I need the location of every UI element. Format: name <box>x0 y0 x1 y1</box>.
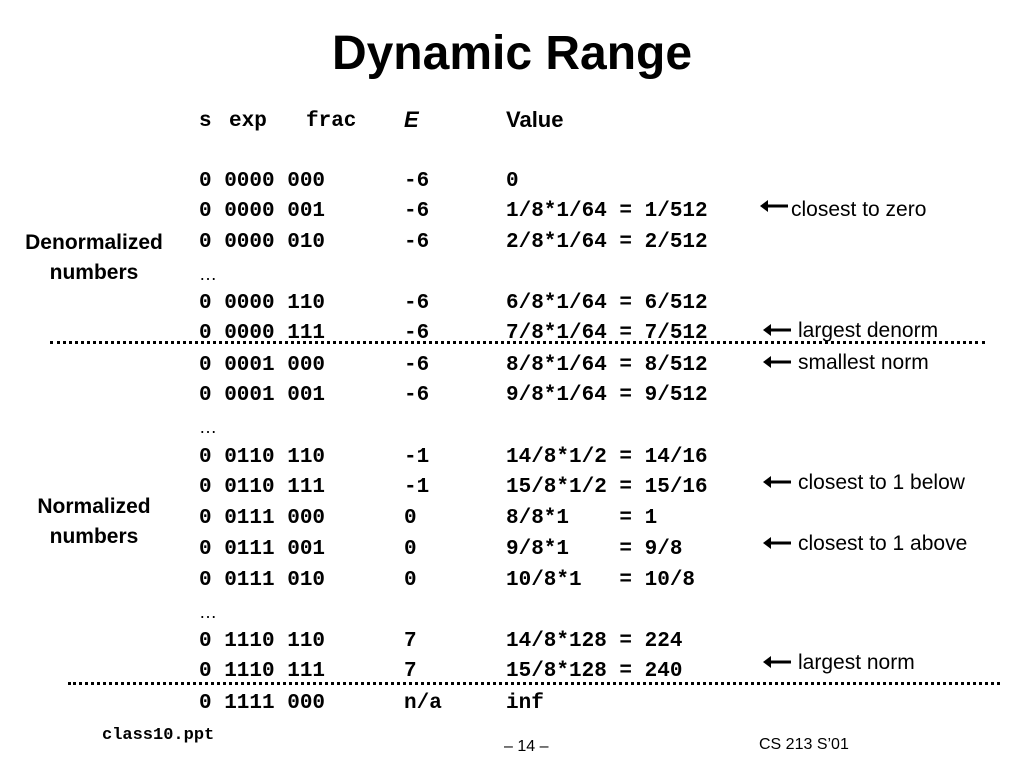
header-s: s <box>199 110 212 133</box>
arrow-left-icon <box>763 475 791 489</box>
row-value: 15/8*1/2 = 15/16 <box>506 476 708 499</box>
annotation-closest-to-zero: closest to zero <box>791 198 927 221</box>
row-bits: 0 0111 000 <box>199 507 326 530</box>
row-e: 7 <box>404 630 417 653</box>
header-value: Value <box>506 107 564 132</box>
arrow-left-icon <box>763 536 791 550</box>
row-value: 6/8*1/64 = 6/512 <box>506 292 708 315</box>
row-e: -6 <box>404 170 430 193</box>
arrow-left-icon <box>763 323 791 337</box>
row-bits: 0 0000 000 <box>199 170 326 193</box>
row-e: n/a <box>404 692 442 715</box>
row-e: 0 <box>404 569 417 592</box>
row-value: 9/8*1/64 = 9/512 <box>506 384 708 407</box>
row-bits: 0 0000 111 <box>199 322 326 345</box>
row-bits: 0 0110 111 <box>199 476 326 499</box>
row-value: 8/8*1 = 1 <box>506 507 658 530</box>
arrow-left-icon <box>763 655 791 669</box>
row-value: 2/8*1/64 = 2/512 <box>506 231 708 254</box>
row-value: 1/8*1/64 = 1/512 <box>506 200 708 223</box>
row-e: -1 <box>404 446 430 469</box>
header-exp: exp <box>229 110 267 133</box>
row-value: 10/8*1 = 10/8 <box>506 569 696 592</box>
row-bits: 0 0001 001 <box>199 384 326 407</box>
row-e: 0 <box>404 538 417 561</box>
annotation-largest-denorm: largest denorm <box>798 319 939 342</box>
footer-filename: class10.ppt <box>102 726 215 745</box>
row-bits: 0 1111 000 <box>199 692 326 715</box>
annotation-largest-norm: largest norm <box>798 651 915 674</box>
row-bits: 0 0111 010 <box>199 569 326 592</box>
header-frac: frac <box>306 110 357 133</box>
row-bits: 0 0110 110 <box>199 446 326 469</box>
page-title: Dynamic Range <box>331 27 693 80</box>
row-value: 0 <box>506 170 519 193</box>
row-bits: 0 0000 001 <box>199 200 326 223</box>
row-value: inf <box>506 692 544 715</box>
footer-course: CS 213 S’01 <box>759 736 849 753</box>
arrow-left-icon <box>763 355 791 369</box>
norm-special-divider <box>68 682 1000 685</box>
footer-page-number: – 14 – <box>504 738 549 755</box>
row-value: 14/8*1/2 = 14/16 <box>506 446 708 469</box>
denormalized-label: Denormalized numbers <box>25 231 163 284</box>
row-bits: 0 1110 110 <box>199 630 326 653</box>
row-bits: 0 0000 110 <box>199 292 326 315</box>
row-e: -6 <box>404 231 430 254</box>
row-value: 8/8*1/64 = 8/512 <box>506 354 708 377</box>
row-value: 15/8*128 = 240 <box>506 660 683 683</box>
row-e: 0 <box>404 507 417 530</box>
row-value: 9/8*1 = 9/8 <box>506 538 683 561</box>
row-bits: 0 0000 010 <box>199 231 326 254</box>
row-e: -1 <box>404 476 430 499</box>
row-bits: … <box>199 602 217 622</box>
normalized-label: Normalized numbers <box>37 495 151 548</box>
annotation-smallest-norm: smallest norm <box>798 351 929 374</box>
row-e: -6 <box>404 322 430 345</box>
row-bits: … <box>199 417 217 437</box>
row-e: -6 <box>404 384 430 407</box>
row-bits: … <box>199 264 217 284</box>
arrow-left-icon <box>760 199 788 213</box>
row-e: -6 <box>404 292 430 315</box>
row-bits: 0 1110 111 <box>199 660 326 683</box>
row-e: 7 <box>404 660 417 683</box>
annotation-closest-to-1-above: closest to 1 above <box>798 532 968 555</box>
row-value: 7/8*1/64 = 7/512 <box>506 322 708 345</box>
row-bits: 0 0111 001 <box>199 538 326 561</box>
row-e: -6 <box>404 200 430 223</box>
header-e: E <box>404 107 419 132</box>
row-bits: 0 0001 000 <box>199 354 326 377</box>
annotation-closest-to-1-below: closest to 1 below <box>798 471 965 494</box>
row-value: 14/8*128 = 224 <box>506 630 683 653</box>
row-e: -6 <box>404 354 430 377</box>
